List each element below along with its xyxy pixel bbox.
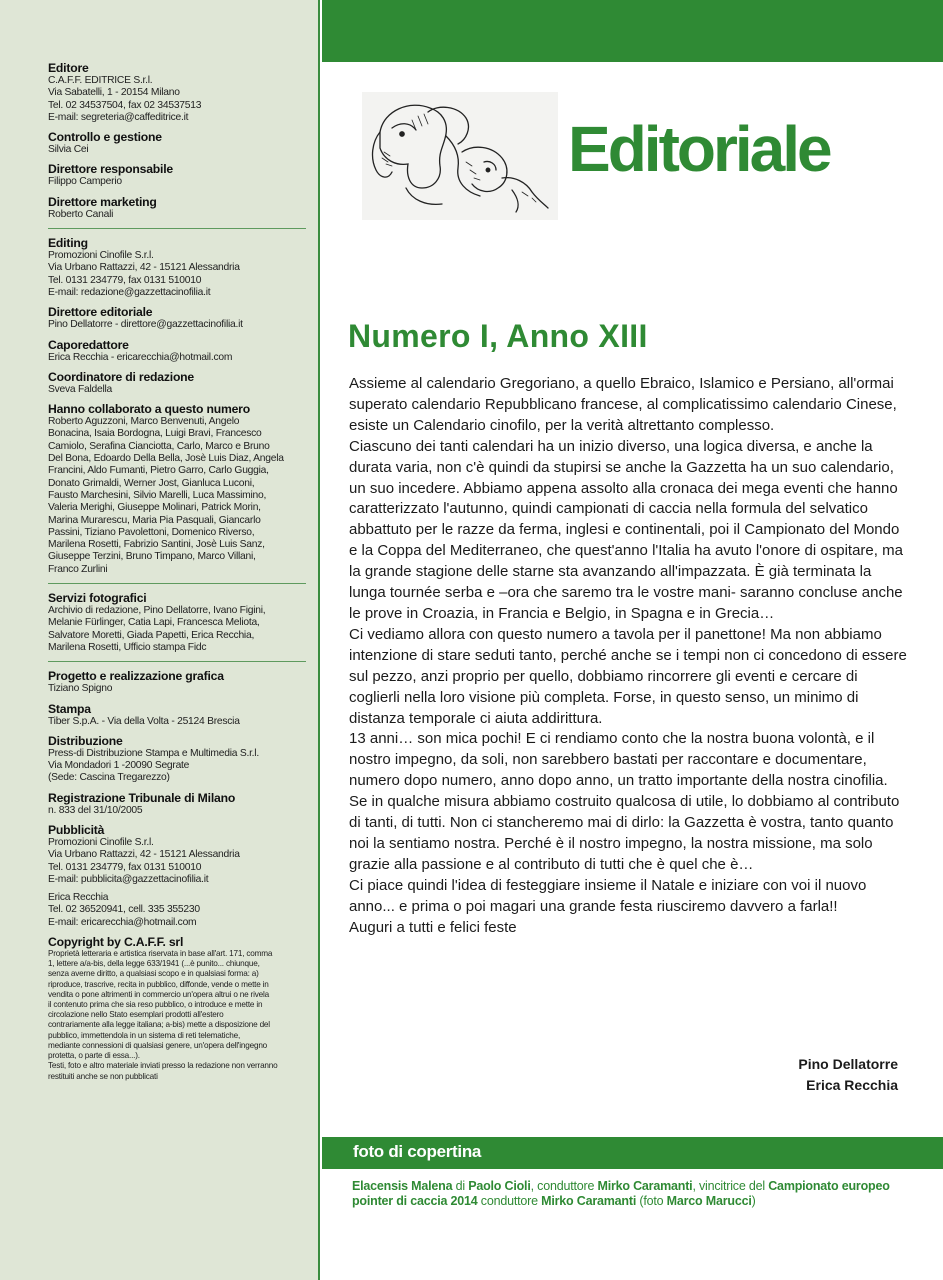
credit-line: riproduce, trascrive, recita in pubblico, diffonde, vende o mette in [48, 979, 269, 989]
caption-bold-text: Paolo Cioli [468, 1179, 531, 1193]
caption-text: ) [751, 1194, 756, 1208]
page-title: Editoriale [568, 113, 830, 185]
section-divider [48, 583, 306, 584]
top-green-bar [322, 0, 943, 62]
credit-title: Servizi fotografici [48, 591, 147, 606]
issue-heading: Numero I, Anno XIII [348, 318, 648, 354]
credit-line: C.A.F.F. EDITRICE S.r.l. [48, 75, 153, 86]
credit-line: Tel. 0131 234779, fax 0131 510010 [48, 274, 202, 286]
credit-line: Via Urbano Rattazzi, 42 - 15121 Alessandria [48, 262, 240, 274]
credit-line: Tiber S.p.A. - Via della Volta - 25124 Brescia [48, 715, 240, 727]
credit-block-editing [48, 237, 308, 299]
credit-title: Registrazione Tribunale di Milano [48, 790, 236, 805]
section-divider [48, 661, 306, 662]
article-paragraph: Ciascuno dei tanti calendari ha un inizio diverso, una logica diversa, e anche la durata varia, non c'è quindi da stupirsi se anche la Gazzetta ha un suo calendario, un suo incedere. Abbiamo appena assolto alla cronaca dei mega eventi che hanno caratterizzato l'autunno, quindi campionati di caccia nella formula del selvatico abbattuto per le razze da ferma, inglesi e continentali, poi il Campionato del Mondo e la Coppa del Mediterraneo, che quest'anno l'Italia ha avuto l'onore di ospitare, ma la grande stagione delle starne sta avanzando all'impazzata. È già terminata la lunga tournée serba e –ora che saremo tra le vostre mani- saranno concluse anche le prove in Croazia, in Francia e Belgio, in Spagna e in Grecia… [349, 437, 903, 622]
article-paragraph: Ci vediamo allora con questo numero a tavola per il panettone! Ma non abbiamo intenzione di stare seduti tanto, perché anche se i tempi non ci concedono di essere sul pezzo, anzi proprio per quello, dobbiamo rincorrere gli eventi e cercare di coglierli nella loro visione più completa. Forse, in questo senso, un minimo di distanza temporale ci aiuta addirittura. [349, 625, 907, 727]
credit-line: Roberto Canali [48, 208, 114, 220]
credit-line: Via Sabatelli, 1 - 20154 Milano [48, 87, 180, 99]
caption-text: di [452, 1179, 469, 1193]
caption-text: conduttore [477, 1194, 542, 1208]
cover-photo-caption [352, 1179, 912, 1209]
credit-block-dir_resp [48, 163, 308, 188]
credit-line: Testi, foto e altro materiale inviati presso la redazione non verranno [48, 1061, 278, 1071]
cover-photo-title: foto di copertina [353, 1142, 482, 1161]
caption-bold-text: Mirko Caramanti [597, 1179, 693, 1193]
article-paragraph: Auguri a tutti e felici feste [349, 918, 517, 936]
credit-block-pubbl [48, 824, 308, 929]
credit-block-distrib [48, 735, 308, 785]
credit-line: Promozioni Cinofile S.r.l. [48, 250, 154, 262]
credit-line: Roberto Aguzzoni, Marco Benvenuti, Angelo [48, 416, 240, 428]
masthead-sidebar [0, 0, 320, 1280]
credit-line: il contenuto prima che sia reso pubblico, o introduce e mette in [48, 1000, 263, 1010]
credit-line: Francini, Aldo Fumanti, Pietro Garro, Carlo Guggia, [48, 465, 269, 477]
credit-title: Controllo e gestione [48, 130, 162, 145]
credit-line: mediante connessioni di qualsiasi genere, un'opera dell'ingegno [48, 1040, 268, 1050]
credit-title: Editing [48, 236, 88, 251]
caption-bold-text: Marco Marucci [666, 1194, 752, 1208]
credit-title: Copyright by C.A.F.F. srl [48, 935, 184, 950]
credit-block-editore [48, 62, 308, 124]
credit-line: Archivio di redazione, Pino Dellatorre, Ivano Figini, [48, 605, 266, 617]
credit-line: Pino Dellatorre - direttore@gazzettacinofilia.it [48, 319, 243, 331]
credit-line: Giuseppe Terzini, Bruno Timpano, Marco Villani, [48, 551, 256, 563]
credit-line: E-mail: redazione@gazzettacinofilia.it [48, 286, 211, 298]
caption-text: , conduttore [530, 1179, 598, 1193]
signature-name: Pino Dellatorre [798, 1056, 898, 1072]
credit-block-progetto [48, 670, 308, 695]
credit-line: Silvia Cei [48, 144, 89, 156]
credit-block-dir_ed [48, 306, 308, 331]
credit-block-coord [48, 371, 308, 396]
caption-bold-text: Mirko Caramanti [541, 1194, 637, 1208]
credit-line: Erica Recchia [48, 892, 109, 904]
credit-line: Melanie Fürlinger, Catia Lapi, Francesca Meliota, [48, 617, 260, 629]
credit-line: (Sede: Cascina Tregarezzo) [48, 772, 170, 784]
caption-text: (foto [636, 1194, 667, 1208]
signature-name: Erica Recchia [806, 1077, 898, 1093]
caption-bold-text: Elacensis Malena [352, 1179, 453, 1193]
credit-block-copyright [48, 936, 308, 1082]
credit-line: pubblico, immettendola in un sistema di reti telematiche, [48, 1030, 241, 1040]
credit-line: Franco Zurlini [48, 563, 108, 575]
credit-title: Hanno collaborato a questo numero [48, 402, 250, 417]
credit-line: circolazione nello Stato esemplari prodotti all'estero [48, 1010, 224, 1020]
credit-title: Pubblicità [48, 822, 105, 837]
credit-line: Marilena Rosetti, Ufficio stampa Fidc [48, 641, 207, 653]
credit-title: Direttore editoriale [48, 305, 153, 320]
credit-block-registr [48, 792, 308, 817]
masthead-credits [48, 62, 308, 1089]
article-paragraph: 13 anni… son mica pochi! E ci rendiamo conto che la nostra buona volontà, e il nostro impegno, da soli, non sarebbero bastati per raccontare e documentare, numero dopo numero, anno dopo anno, un tratto importante della nostra cinofilia. Se in qualche misura abbiamo costruito qualcosa di utile, lo dobbiamo al contributo di tanti, di tutti. Non ci stancheremo mai di dirlo: la Gazzetta è vostra, tanto quanto noi la sentiamo nostra. Perché è il nostro impegno, la nostra missione, ma solo grazie alla passione e al contributo di tutti che è quel che è… [349, 730, 900, 873]
credit-title: Caporedattore [48, 337, 129, 352]
credit-line: 1, lettere a/a-bis, della legge 633/1941 (...è punito... chiunque, [48, 959, 260, 969]
cover-photo-bar [322, 1137, 943, 1169]
credit-line: Tel. 02 34537504, fax 02 34537513 [48, 99, 202, 111]
dogs-illustration-icon [362, 92, 558, 220]
credit-line: Press-di Distribuzione Stampa e Multimedia S.r.l. [48, 747, 259, 759]
credit-block-collab [48, 403, 308, 576]
credit-title: Distribuzione [48, 733, 123, 748]
credit-line: vendita o pone altrimenti in commercio un'opera altrui o ne rivela [48, 989, 269, 999]
credit-line: Promozioni Cinofile S.r.l. [48, 836, 154, 848]
credit-title: Stampa [48, 701, 91, 716]
credit-line: n. 833 del 31/10/2005 [48, 804, 143, 816]
credit-line: Fausto Marchesini, Silvio Marelli, Luca Massimino, [48, 489, 267, 501]
credit-line: Tel. 02 36520941, cell. 335 355230 [48, 904, 200, 916]
credit-line: Via Urbano Rattazzi, 42 - 15121 Alessandria [48, 849, 240, 861]
credit-line: senza averne diritto, a qualsiasi scopo e in qualsiasi forma: a) [48, 969, 259, 979]
credit-block-controllo [48, 131, 308, 156]
credit-line: restituiti anche se non pubblicati [48, 1071, 158, 1081]
credit-title: Progetto e realizzazione grafica [48, 669, 224, 684]
caption-bold-text: Campionato europeo pointer di caccia 2014 [352, 1179, 890, 1208]
credit-line: E-mail: pubblicita@gazzettacinofilia.it [48, 873, 209, 885]
credit-line: Filippo Camperio [48, 176, 122, 188]
credit-line: Donato Grimaldi, Werner Jost, Gianluca Luconi, [48, 477, 255, 489]
credit-line: Del Bona, Edoardo Della Bella, Josè Luis Diaz, Angela [48, 453, 284, 465]
caption-text: , vincitrice del [692, 1179, 769, 1193]
article-body [349, 374, 909, 938]
credit-block-stampa [48, 703, 308, 728]
credit-line: Erica Recchia - ericarecchia@hotmail.com [48, 351, 233, 363]
section-divider [48, 228, 306, 229]
credit-line: Via Mondadori 1 -20090 Segrate [48, 760, 190, 772]
credit-line: Bonacina, Isaia Bordogna, Luigi Bravi, Francesco [48, 428, 262, 440]
credit-line: protetta, o parte di essa...). [48, 1051, 140, 1061]
credit-line: Valeria Merighi, Giuseppe Molinari, Patrick Morin, [48, 502, 261, 514]
credit-line: Marilena Rosetti, Fabrizio Santini, Josè Luis Sanz, [48, 539, 265, 551]
credit-block-capored [48, 339, 308, 364]
credit-line: E-mail: ericarecchia@hotmail.com [48, 916, 197, 928]
article-paragraph: Ci piace quindi l'idea di festeggiare insieme il Natale e iniziare con voi il nuovo anno... e prima o poi magari una grande festa riusciremo davvero a farla!! [349, 876, 867, 915]
article-paragraph: Assieme al calendario Gregoriano, a quello Ebraico, Islamico e Persiano, all'ormai superato calendario Repubblicano francese, al complicatissimo calendario Cinese, esiste un Calendario cinofilo, per la verità altrettanto complesso. [349, 375, 897, 434]
credit-block-foto [48, 592, 308, 654]
credit-line: Salvatore Moretti, Giada Papetti, Erica Recchia, [48, 629, 255, 641]
credit-line: Sveva Faldella [48, 383, 113, 395]
credit-line: Tiziano Spigno [48, 683, 113, 695]
signature [798, 1054, 898, 1096]
credit-block-dir_mkt [48, 196, 308, 221]
credit-title: Editore [48, 61, 89, 75]
credit-line: Marina Murarescu, Maria Pia Pasquali, Giancarlo [48, 514, 261, 526]
credit-line: Tel. 0131 234779, fax 0131 510010 [48, 861, 202, 873]
credit-line: Passini, Tiziano Pavolettoni, Domenico Riverso, [48, 526, 255, 538]
credit-line: E-mail: segreteria@caffeditrice.it [48, 111, 189, 123]
credit-line: contrariamente alla legge italiana; a-bis) mette a disposizione del [48, 1020, 270, 1030]
credit-title: Direttore responsabile [48, 162, 173, 177]
credit-line: Camiolo, Serafina Cianciotta, Carlo, Marco e Bruno [48, 440, 270, 452]
credit-title: Coordinatore di redazione [48, 369, 195, 384]
credit-title: Direttore marketing [48, 194, 157, 209]
credit-line: Proprietà letteraria e artistica riservata in base all'art. 171, comma [48, 949, 273, 959]
